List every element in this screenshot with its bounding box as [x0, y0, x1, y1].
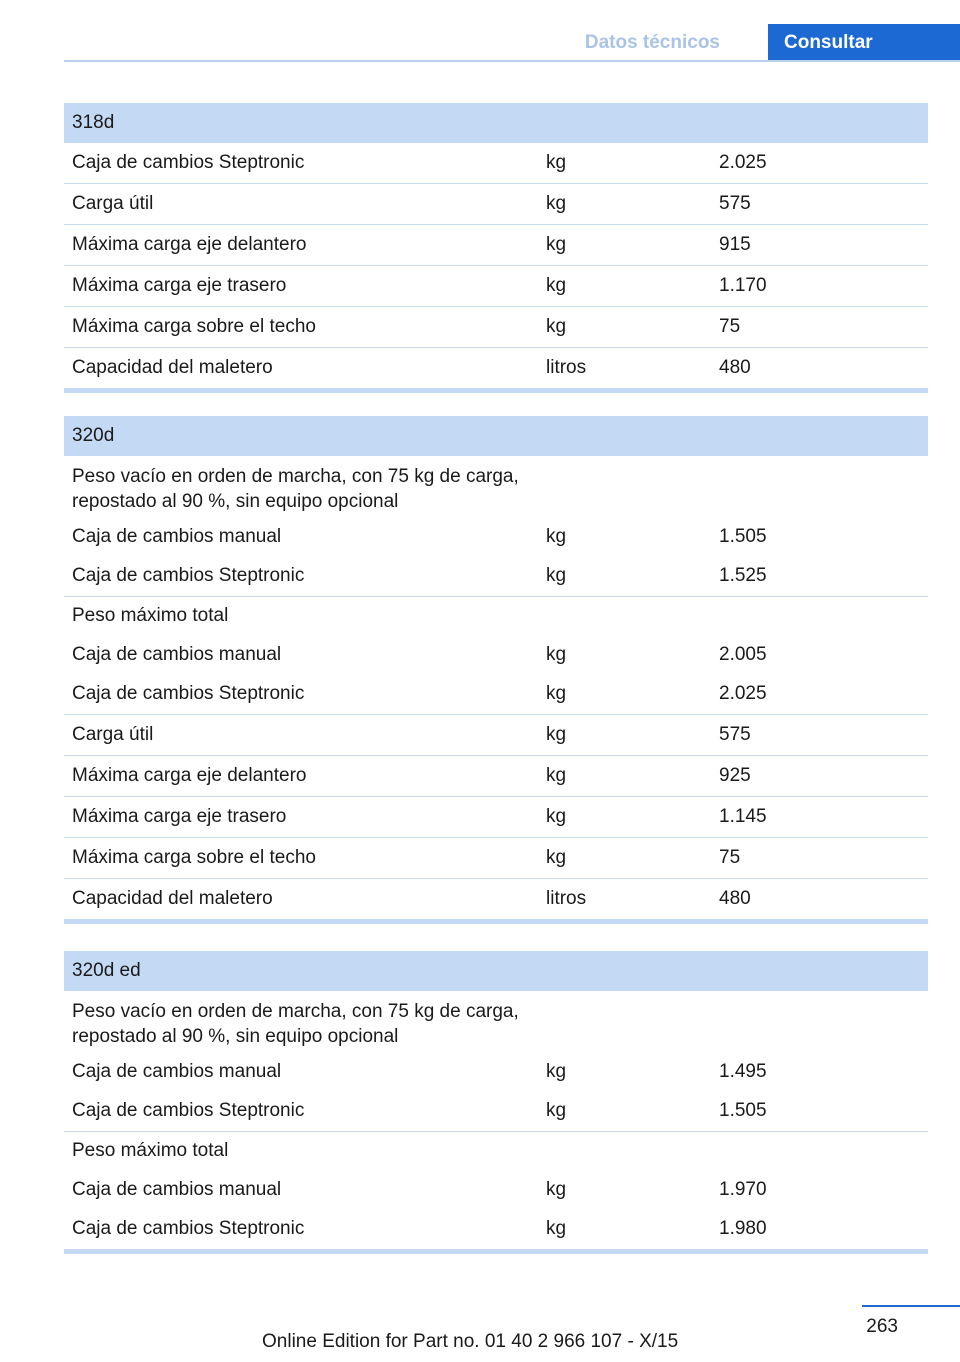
row-label: Capacidad del maletero — [72, 357, 273, 378]
table-row — [64, 183, 928, 224]
row-label: Caja de cambios manual — [72, 526, 282, 547]
row-value: 1.525 — [719, 565, 767, 586]
row-unit: kg — [546, 316, 567, 337]
row-value: 1.495 — [719, 1061, 767, 1082]
max-weight-heading: Peso máximo total — [72, 1140, 229, 1161]
row-unit: litros — [546, 888, 587, 909]
max-weight-heading-row — [64, 1131, 928, 1171]
row-unit: kg — [546, 806, 567, 827]
table-row — [64, 714, 928, 755]
row-unit: kg — [546, 683, 567, 704]
row-value: 2.025 — [719, 683, 767, 704]
empty-weight-heading: Peso vacío en orden de marcha, con 75 kg de carga, repostado al 90 %, sin equipo opcional — [72, 1001, 519, 1047]
row-unit: kg — [546, 1100, 567, 1121]
table-row — [64, 143, 928, 183]
table-heading: 318d — [64, 103, 928, 143]
row-unit: kg — [546, 1218, 567, 1239]
table-row — [64, 518, 928, 557]
row-value: 480 — [719, 888, 751, 909]
row-value: 1.145 — [719, 806, 767, 827]
row-value: 915 — [719, 234, 751, 255]
row-unit: kg — [546, 275, 567, 296]
row-label: Capacidad del maletero — [72, 888, 273, 909]
table-bottom-rule — [64, 388, 928, 393]
row-value: 480 — [719, 357, 751, 378]
max-weight-heading-row — [64, 596, 928, 636]
table-bottom-rule — [64, 1249, 928, 1254]
row-unit: kg — [546, 193, 567, 214]
row-label: Máxima carga sobre el techo — [72, 847, 316, 868]
table-row — [64, 1210, 928, 1249]
table-heading: 320d — [64, 416, 928, 456]
table-row — [64, 306, 928, 347]
section-tab-datos-tecnicos[interactable]: Datos técnicos — [584, 32, 720, 53]
row-value: 1.980 — [719, 1218, 767, 1239]
row-unit: kg — [546, 1179, 567, 1200]
table-heading: 320d ed — [64, 951, 928, 991]
row-label: Caja de cambios Steptronic — [72, 1218, 305, 1239]
row-value: 1.505 — [719, 526, 767, 547]
table-row — [64, 347, 928, 388]
row-value: 1.170 — [719, 275, 767, 296]
row-label: Caja de cambios manual — [72, 644, 282, 665]
table-row — [64, 557, 928, 596]
table-row — [64, 636, 928, 675]
row-unit: kg — [546, 526, 567, 547]
spec-table-320d — [64, 416, 928, 924]
row-label: Máxima carga eje trasero — [72, 275, 287, 296]
row-label: Caja de cambios manual — [72, 1179, 282, 1200]
row-label: Máxima carga sobre el techo — [72, 316, 316, 337]
row-unit: kg — [546, 565, 567, 586]
page-number-rule — [862, 1305, 960, 1307]
row-label: Caja de cambios Steptronic — [72, 152, 305, 173]
row-value: 1.970 — [719, 1179, 767, 1200]
table-row — [64, 265, 928, 306]
row-unit: kg — [546, 847, 567, 868]
row-label: Máxima carga eje trasero — [72, 806, 287, 827]
table-row — [64, 1092, 928, 1131]
row-unit: kg — [546, 644, 567, 665]
row-unit: kg — [546, 765, 567, 786]
page-number: 263 — [866, 1316, 898, 1337]
edition-footer: Online Edition for Part no. 01 40 2 966 107 - X/15 — [262, 1331, 679, 1352]
empty-weight-heading-row — [64, 991, 928, 1053]
table-row — [64, 1171, 928, 1210]
spec-table-318d — [64, 103, 928, 393]
row-value: 2.025 — [719, 152, 767, 173]
empty-weight-heading: Peso vacío en orden de marcha, con 75 kg de carga, repostado al 90 %, sin equipo opcional — [72, 466, 519, 512]
row-label: Caja de cambios manual — [72, 1061, 282, 1082]
row-unit: kg — [546, 724, 567, 745]
table-row — [64, 755, 928, 796]
row-label: Caja de cambios Steptronic — [72, 683, 305, 704]
row-unit: litros — [546, 357, 587, 378]
row-unit: kg — [546, 152, 567, 173]
row-unit: kg — [546, 234, 567, 255]
section-tab-consultar[interactable]: Consultar — [768, 24, 960, 62]
row-label: Caja de cambios Steptronic — [72, 565, 305, 586]
row-label: Máxima carga eje delantero — [72, 765, 307, 786]
page-header — [0, 0, 960, 64]
row-value: 575 — [719, 724, 751, 745]
table-bottom-rule — [64, 919, 928, 924]
spec-table-320d-ed — [64, 951, 928, 1254]
row-value: 575 — [719, 193, 751, 214]
row-label: Máxima carga eje delantero — [72, 234, 307, 255]
table-row — [64, 878, 928, 919]
table-row — [64, 1053, 928, 1092]
table-row — [64, 796, 928, 837]
table-row — [64, 224, 928, 265]
row-value: 75 — [719, 316, 741, 337]
row-label: Carga útil — [72, 724, 154, 745]
row-label: Caja de cambios Steptronic — [72, 1100, 305, 1121]
table-row — [64, 675, 928, 714]
row-label: Carga útil — [72, 193, 154, 214]
row-value: 2.005 — [719, 644, 767, 665]
empty-weight-heading-row — [64, 456, 928, 518]
max-weight-heading: Peso máximo total — [72, 605, 229, 626]
header-divider — [64, 60, 960, 62]
row-value: 1.505 — [719, 1100, 767, 1121]
row-value: 925 — [719, 765, 751, 786]
table-row — [64, 837, 928, 878]
row-unit: kg — [546, 1061, 567, 1082]
row-value: 75 — [719, 847, 741, 868]
